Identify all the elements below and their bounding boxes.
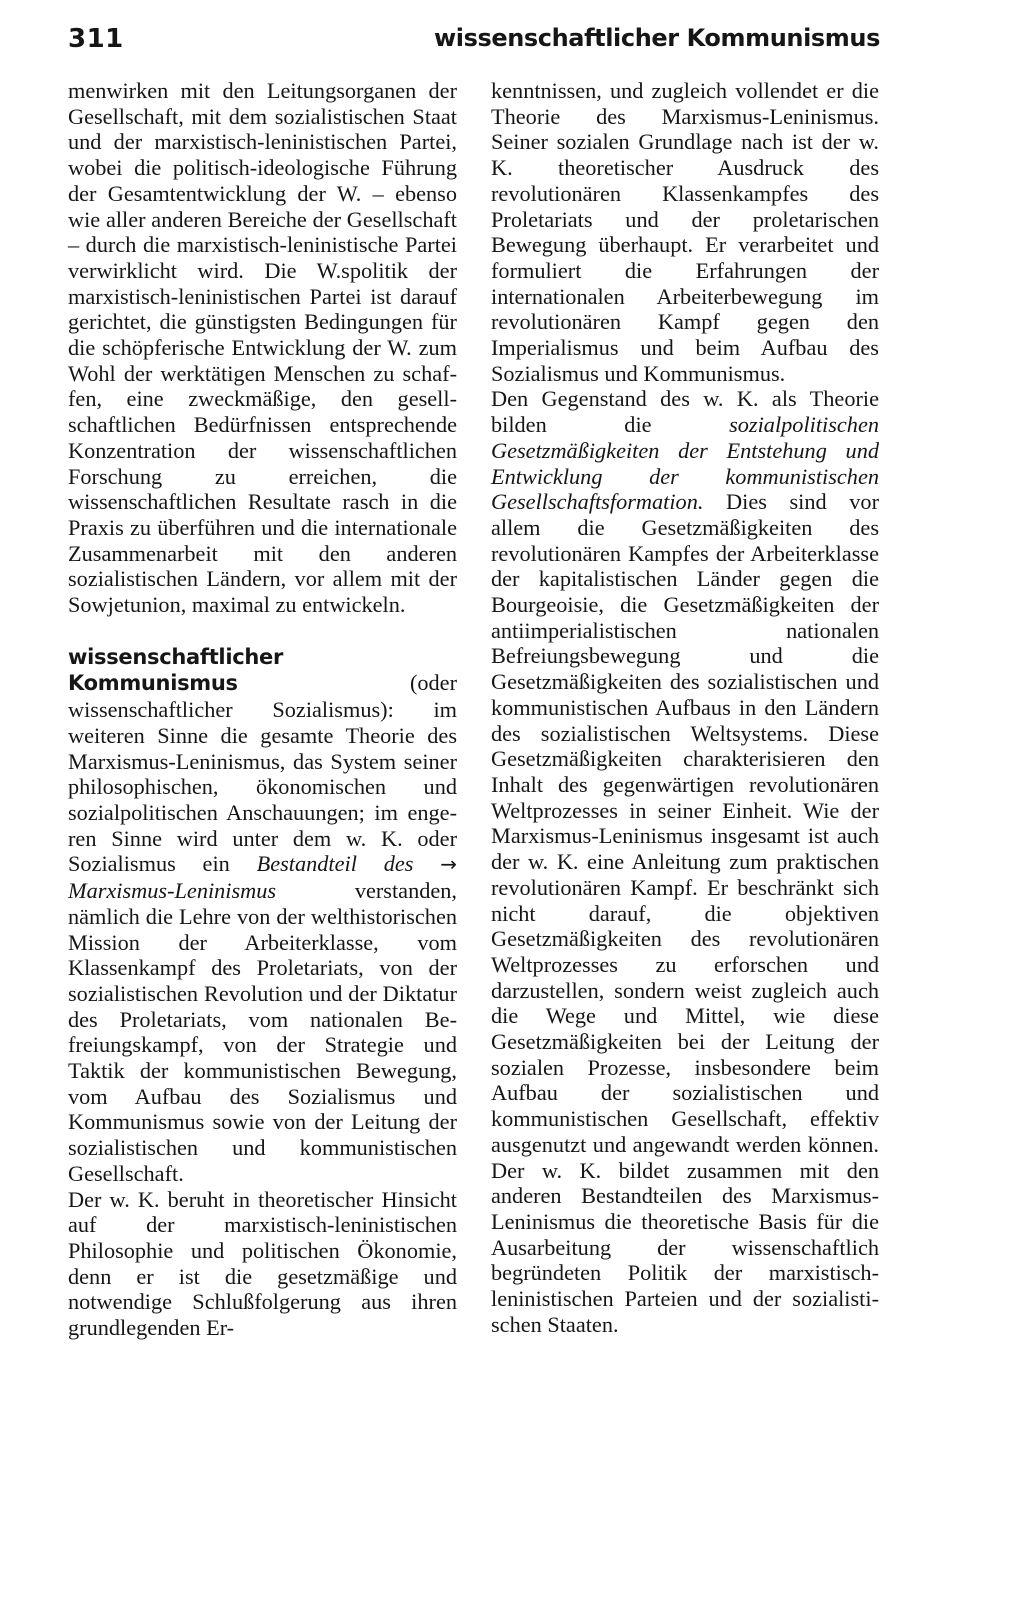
continued-paragraph: menwirken mit den Leitungsorganen der Gesellschaft, mit dem sozialistischen Staat und der marxistisch-leninistischen Partei, wobei die politisch-ideologische Führung der Gesamtentwicklung der W. – ebenso wie aller anderen Bereiche der Gesellschaft – durch die marxistisch-leninistische Partei verwirklicht wird. Die W.spolitik der marxistisch-leninistischen Partei ist darauf gerichtet, die günstigsten Bedingungen für die schöpferische Entwicklung der W. zum Wohl der werktätigen Menschen zu schaffen, eine zweckmäßige, den gesellschaftlichen Bedürfnissen entsprechende Konzentration der wissenschaftlichen Forschung zu erreichen, die wissenschaftlichen Resultate rasch in die Praxis zu überführen und die internationale Zusammenarbeit mit den anderen sozialistischen Ländern, vor allem mit der Sowjetunion, maximal zu entwickeln. [68,78,457,618]
page-header [68,24,880,68]
right-column [491,78,879,1337]
page-number: 311 [68,24,124,54]
entry-text-continued: verstanden, nämlich die Lehre von der welthistorischen Mission der Arbeiterklasse, vom Klassenkampf des Proletariats, von der sozialistischen Revolution und der Diktatur des Proletariats, vom nationalen Befreiungskampf, von der Strategie und Taktik der kommunistischen Bewegung, vom Aufbau des Sozialismus und Kommunismus sowie von der Leitung der sozialistischen und kommunistischen Gesellschaft. [68,878,457,1186]
entry-gap [68,618,457,644]
cross-reference-term[interactable]: Marxismus-Leninismus [68,878,277,904]
left-column [68,78,457,1341]
running-head: wissenschaftlicher Kommunismus [433,24,880,52]
paragraph-theoretical-basis: Der w. K. beruht in theoretischer Hinsicht auf der marxistisch-leninistischen Philosophie und politischen Ökonomie, denn er ist die gesetzmäßige und notwendige Schlußfolgerung aus ihren grundlegenden Er- [68,1186,457,1341]
paragraph-subject [491,386,879,1337]
paragraph-text-continued: Dies sind vor allem die Gesetzmäßigkeiten des revolutionären Kampfes der Arbeiterklasse der kapitalistischen Länder gegen die Bourgeoisie, die Gesetzmäßigkeiten der antiimperialistischen nationalen Befreiungsbewegung und die Gesetzmäßigkeiten des sozialistischen und kommunistischen Aufbaus in den Ländern des sozialistischen Weltsystems. Diese Gesetzmäßigkeiten charakterisieren den Inhalt des gegenwärtigen revolutionären Weltprozesses in seiner Einheit. Wie der Marxismus-Leninismus insgesamt ist auch der w. K. eine Anleitung zum praktischen revolutionären Kampf. Er beschränkt sich nicht darauf, die objektiven Gesetzmäßigkeiten des revolutionären Weltprozesses zu erforschen und darzustellen, sondern weist zugleich auch die Wege und Mittel, wie diese Gesetzmäßigkeiten bei der Leitung der sozialen Prozesse, insbesondere beim Aufbau der sozialistischen und kommunistischen Gesellschaft, effektiv ausgenutzt und angewandt werden können. Der w. K. bildet zusammen mit den anderen Bestandteilen des Marxismus-Leninismus die theoretische Basis für die Ausarbeitung der wissenschaftlich begründeten Politik der marxistisch-leninistischen Parteien und der sozialistischen Staaten. [491,489,879,1337]
entry-headword: wissenschaftlicher Kommunismus [68,644,284,696]
cross-reference-arrow-icon: → [440,852,457,877]
entry-paragraph [68,644,457,1187]
italic-emphasis: sozialpolitischen Gesetzmäßigkeiten der Entstehung und Entwicklung der kommunistischen Gesellschaftsformation. [491,412,879,515]
paragraph-continued-right: kenntnissen, und zugleich vollendet er die Theorie des Marxismus-Leninismus. Seiner sozialen Grundlage nach ist der w. K. theoretischer Ausdruck des revolutionären Klassenkampfes des Proletariats und der proletarischen Bewegung überhaupt. Er verarbeitet und formuliert die Erfahrungen der internationalen Arbeiterbewegung im revolutionären Kampf gegen den Imperialismus und beim Aufbau des Sozialismus und Kommunismus. [491,78,879,386]
entry-text: (oder wissenschaftlicher Sozialismus): im weiteren Sinne die gesamte Theorie des Marxismus-Leninismus, das System seiner philosophischen, ökonomischen und sozialpolitischen Anschauungen; im engeren Sinne wird unter dem w. K. oder Sozialismus ein [68,670,457,877]
entry-italic-term: Bestandteil des [256,851,414,877]
paragraph-text: Den Gegenstand des w. K. als Theorie bilden die [491,386,879,438]
